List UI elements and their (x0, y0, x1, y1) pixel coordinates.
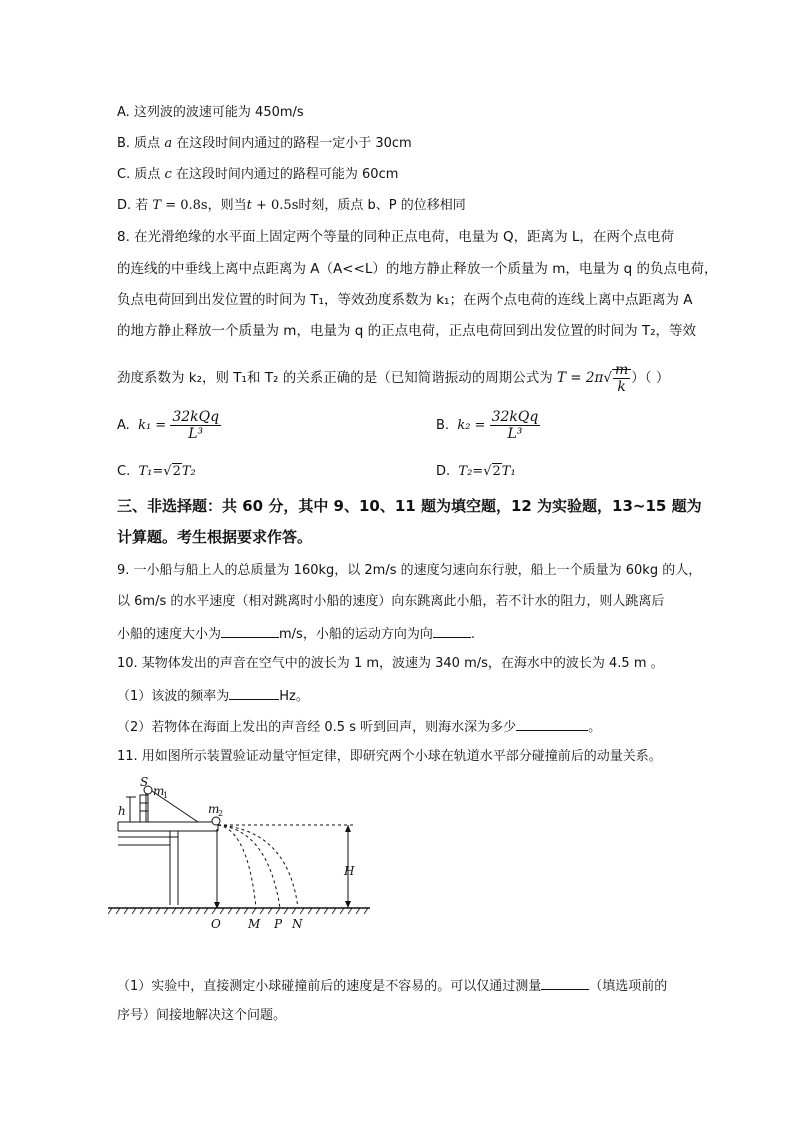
label-m1: m (153, 784, 165, 798)
ground-hatching (108, 908, 368, 914)
trajectory-n (218, 825, 298, 908)
q11-blank-measure[interactable] (541, 976, 589, 990)
period-sqrt: √ $\frac{m}{k}$ (603, 360, 631, 396)
q8-line-5: 劲度系数为 k₂，则 T₁和 T₂ 的关系正确的是（已知简谐振动的周期公式为 T = 2π√ $\frac{m}{k}$ ）（ ） (117, 362, 670, 395)
label-m: M (248, 917, 261, 931)
q7-option-c: C. 质点 c 在这段时间内通过的路程可能为 60cm (117, 167, 399, 182)
label-m2: m (208, 802, 220, 816)
collision-apparatus-figure (108, 775, 378, 935)
q7-option-a: A. 这列波的波速可能为 450m/s (117, 105, 304, 120)
q10-blank-depth[interactable] (516, 717, 588, 731)
q9-line-3: 小船的速度大小为 m/s，小船的运动方向为向 . (117, 624, 475, 644)
ball-m2 (212, 817, 220, 825)
q8-line-1: 8. 在光滑绝缘的水平面上固定两个等量的同种正点电荷，电量为 Q，距离为 L，在两个点电荷 (117, 229, 674, 245)
q8-option-a: A. k₁ = $\frac{\text{32kQq}}{\text{L³}}$ (117, 409, 220, 442)
q7-option-b: B. 质点 a 在这段时间内通过的路程一定小于 30cm (117, 136, 412, 151)
q10-blank-frequency[interactable] (229, 686, 279, 700)
label-n: N (292, 917, 303, 931)
q11-sub-1: （1）实验中，直接测定小球碰撞前后的速度是不容易的。可以仅通过测量 （填选项前的 (117, 976, 667, 996)
q9-line-2: 以 6m/s 的水平速度（相对跳离时小船的速度）向东跳离此小船，若不计水的阻力，则人跳离后 (117, 594, 665, 609)
q9-blank-speed[interactable] (221, 624, 279, 638)
q9-blank-direction[interactable] (433, 624, 471, 638)
q10-sub-2: （2）若物体在海面上发出的声音经 0.5 s 听到回声，则海水深为多少 。 (117, 717, 601, 737)
q11-sub-1-cont: 序号）间接地解决这个问题。 (117, 1008, 287, 1023)
label-h: h (118, 804, 126, 818)
label-s: S (140, 775, 149, 789)
q8-line-3: 负点电荷回到出发位置的时间为 T₁，等效劲度系数为 k₁；在两个点电荷的连线上离中点距离为 A (117, 292, 693, 308)
q8-option-c: C. T₁=√2T₂ (117, 464, 196, 479)
section-3-heading: 三、非选择题：共 60 分，其中 9、10、11 题为填空题，12 为实验题，13~15 题为 (117, 497, 702, 515)
q8-option-b: B. k₂ = $\frac{\text{32kQq}}{\text{L³}}$ (436, 409, 539, 442)
section-3-heading-cont: 计算题。考生根据要求作答。 (117, 528, 313, 546)
ramp-stand (140, 795, 148, 822)
q8-line-4: 的地方静止释放一个质量为 m，电量为 q 的正点电荷，正点电荷回到出发位置的时间为 T₂，等效 (117, 323, 697, 339)
trajectory-m (218, 825, 256, 908)
svg-text:1: 1 (163, 791, 169, 800)
q8-option-d: D. T₂=√2T₁ (436, 464, 516, 479)
q11-line-1: 11. 用如图所示装置验证动量守恒定律，即研究两个小球在轨道水平部分碰撞前后的动量关系。 (117, 749, 662, 764)
svg-text:2: 2 (218, 809, 224, 818)
q8-line-2: 的连线的中垂线上离中点距离为 A（A<<L）的地方静止释放一个质量为 m，电量为 q 的负点电荷， (117, 261, 718, 277)
q7-option-d: D. 若 T = 0.8s，则当t + 0.5s时刻，质点 b、P 的位移相同 (117, 198, 466, 213)
q10-sub-1: （1）该波的频率为 Hz。 (117, 686, 309, 706)
label-o: O (211, 917, 221, 931)
q9-line-1: 9. 一小船与船上人的总质量为 160kg，以 2m/s 的速度匀速向东行驶，船上一个质量为 60kg 的人， (117, 563, 702, 578)
label-p: P (274, 917, 283, 931)
q10-line-1: 10. 某物体发出的声音在空气中的波长为 1 m，波速为 340 m/s，在海水中的波长为 4.5 m 。 (117, 656, 664, 671)
label-big-h: H (344, 864, 355, 878)
